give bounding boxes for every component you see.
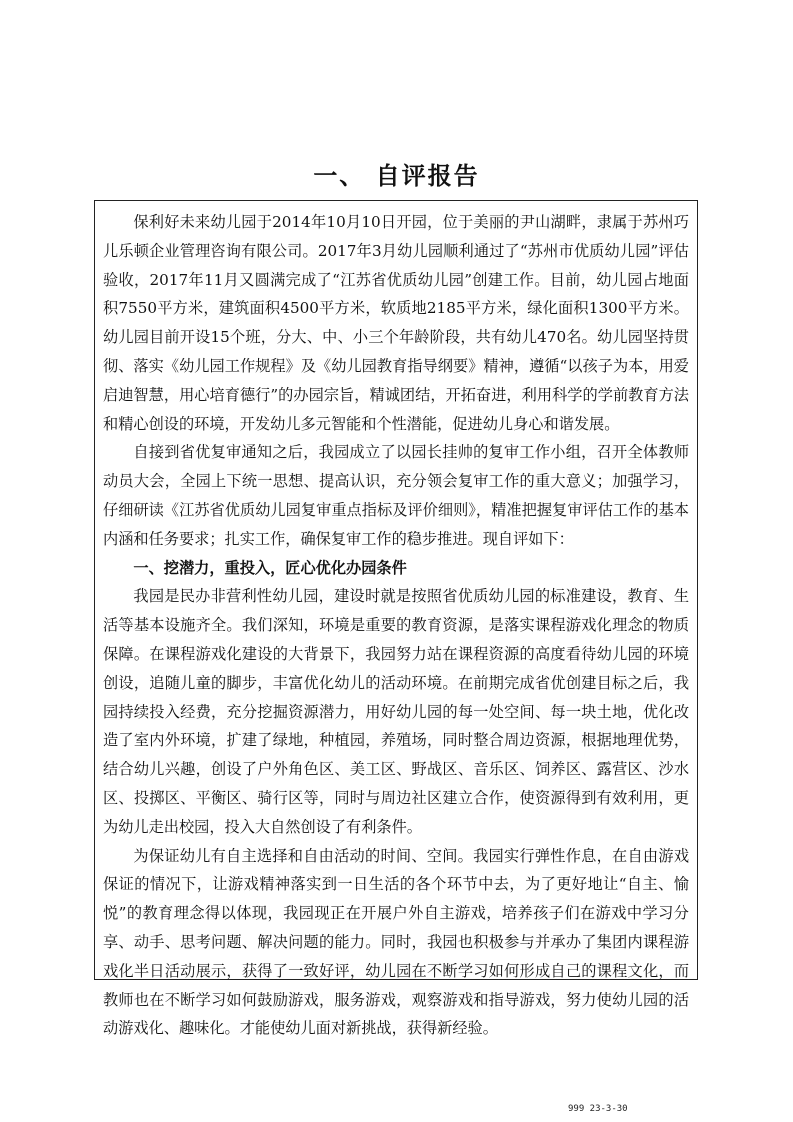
report-content-box <box>94 200 698 1038</box>
section-paragraph-play: 为保证幼儿有自主选择和自由活动的时间、空间。我园实行弹性作息，在自由游戏保证的情况下，让游戏精神落实到一日生活的各个环节中去，为了更好地让“自主、愉悦”的教育理念得以体现，我园现正在开展户外自主游戏，培养孩子们在游戏中学习分享、动手、思考问题、解决问题的能力。同时，我园也积极参与并承办了集团内课程游戏化半日活动展示，获得了一致好评，幼儿园在不断学习如何形成自己的课程文化，而教师也在不断学习如何鼓励游戏，服务游戏，观察游戏和指导游戏，努力使幼儿园的活动游戏化、趣味化。才能使幼儿面对新挑战，获得新经验。 <box>103 846 689 1038</box>
review-paragraph: 自接到省优复审通知之后，我园成立了以园长挂帅的复审工作小组，召开全体教师动员大会，全园上下统一思想、提高认识，充分领会复审工作的重大意义；加强学习，仔细研读《江苏省优质幼儿园复审重点指标及评价细则》，精准把握复审评估工作的基本内涵和任务要求；扎实工作，确保复审工作的稳步推进。现自评如下： <box>103 443 689 548</box>
page-title: 一、 自评报告 <box>313 162 480 190</box>
footer-code: 999 23-3-30 <box>568 1104 628 1114</box>
intro-paragraph: 保利好未来幼儿园于2014年10月10日开园，位于美丽的尹山湖畔，隶属于苏州巧儿乐顿企业管理咨询有限公司。2017年3月幼儿园顺利通过了“苏州市优质幼儿园”评估验收，2017年11月又圆满完成了“江苏省优质幼儿园”创建工作。目前，幼儿园占地面积7550平方米，建筑面积4500平方米，软质地2185平方米，绿化面积1300平方米。幼儿园目前开设15个班，分大、中、小三个年龄阶段，共有幼儿470名。幼儿园坚持贯彻、落实《幼儿园工作规程》及《幼儿园教育指导纲要》精神，遵循“以孩子为本，用爱启迪智慧，用心培育德行”的办园宗旨，精诚团结，开拓奋进，利用科学的学前教育方法和精心创设的环境，开发幼儿多元智能和个性潜能，促进幼儿身心和谐发展。 <box>103 213 689 433</box>
section-paragraph-environment: 我园是民办非营利性幼儿园，建设时就是按照省优质幼儿园的标准建设，教育、生活等基本设施齐全。我们深知，环境是重要的教育资源，是落实课程游戏化理念的物质保障。在课程游戏化建设的大背景下，我园努力站在课程资源的高度看待幼儿园的环境创设，追随儿童的脚步，丰富优化幼儿的活动环境。在前期完成省优创建目标之后，我园持续投入经费，充分挖掘资源潜力，用好幼儿园的每一处空间、每一块土地，优化改造了室内外环境，扩建了绿地，种植园，养殖场，同时整合周边资源，根据地理优势，结合幼儿兴趣，创设了户外角色区、美工区、野战区、音乐区、饲养区、露营区、沙水区、投掷区、平衡区、骑行区等，同时与周边社区建立合作，使资源得到有效利用，更为幼儿走出校园，投入大自然创设了有利条件。 <box>103 587 689 836</box>
section-heading: 一、挖潜力，重投入，匠心优化办园条件 <box>133 558 407 577</box>
